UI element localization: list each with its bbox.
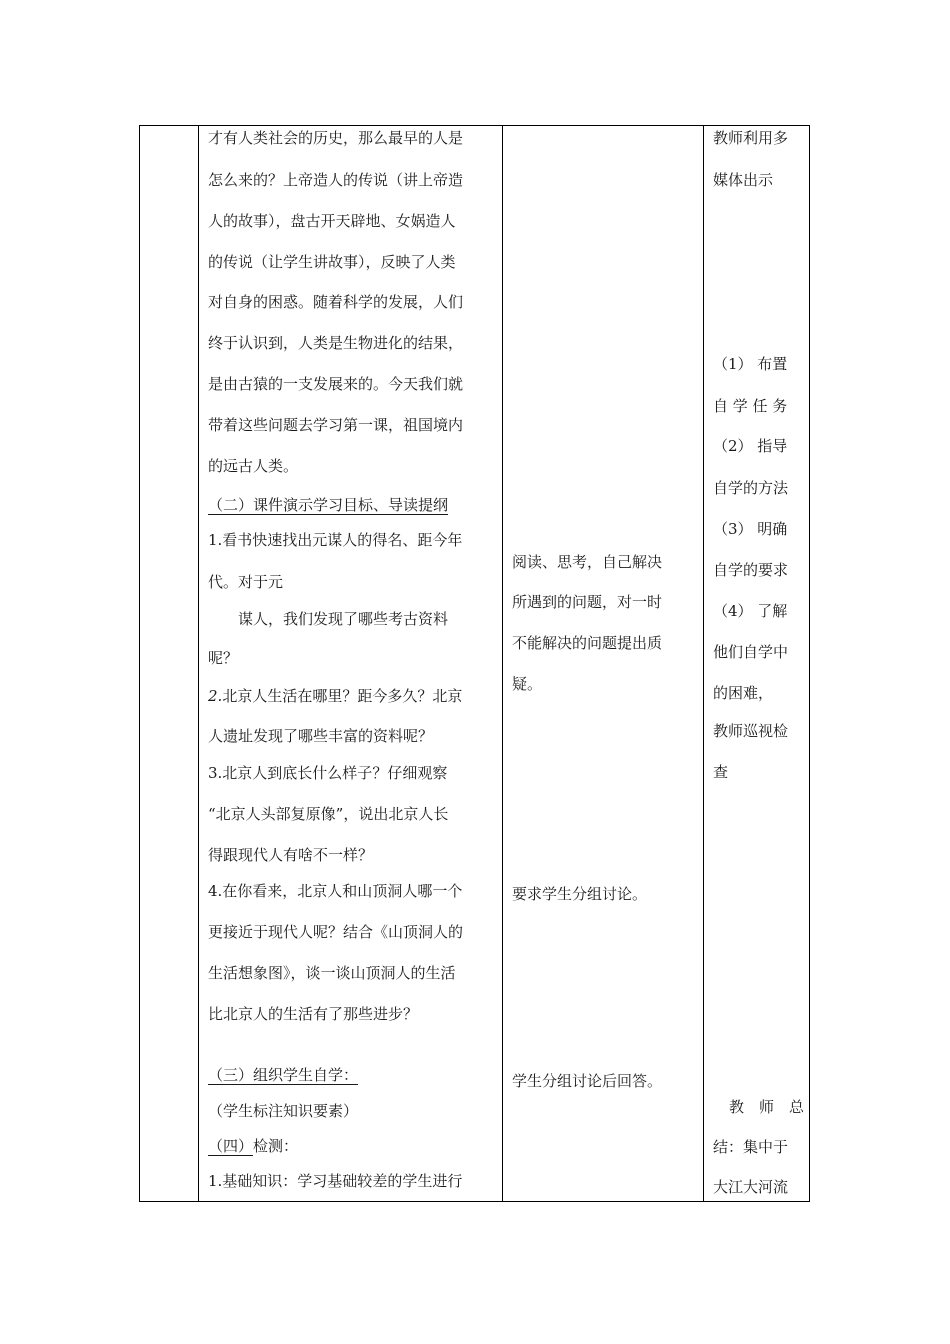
activity-line: 学生分组讨论后回答。 bbox=[512, 1072, 663, 1090]
note-line: 自 学 任 务 bbox=[713, 397, 788, 415]
content-line: 才有人类社会的历史，那么最早的人是 bbox=[208, 129, 464, 147]
question-item: 得跟现代人有啥不一样？ bbox=[208, 846, 374, 864]
note-line: （2） 指导 bbox=[713, 437, 788, 455]
note-line: （1） 布置 bbox=[713, 355, 788, 373]
question-item: 比北京人的生活有了那些进步？ bbox=[208, 1005, 419, 1023]
content-line: 1.基础知识：学习基础较差的学生进行 bbox=[208, 1172, 463, 1190]
column-1-cell bbox=[140, 126, 198, 1201]
content-line: 对自身的困惑。随着科学的发展，人们 bbox=[208, 293, 464, 311]
question-item: “北京人头部复原像”，说出北京人长 bbox=[208, 805, 449, 823]
note-line: 的困难， bbox=[713, 684, 774, 702]
activity-line: 不能解决的问题提出质 bbox=[512, 634, 663, 652]
note-line: 他们自学中 bbox=[713, 643, 789, 661]
note-line: 查 bbox=[713, 763, 729, 781]
section-text: 检测： bbox=[253, 1137, 299, 1155]
question-item: 4.在你看来，北京人和山顶洞人哪一个 bbox=[208, 882, 463, 900]
content-line: （学生标注知识要素） bbox=[208, 1102, 359, 1120]
content-line: 怎么来的？上帝造人的传说（讲上帝造 bbox=[208, 171, 464, 189]
content-line: 终于认识到，人类是生物进化的结果， bbox=[208, 334, 464, 352]
content-line: 人的故事），盘古开天辟地、女娲造人 bbox=[208, 212, 456, 230]
note-line: 自学的方法 bbox=[713, 479, 789, 497]
note-line: 大江大河流 bbox=[713, 1178, 789, 1196]
question-item: 3.北京人到底长什么样子？仔细观察 bbox=[208, 764, 448, 782]
content-line: 带着这些问题去学习第一课，祖国境内 bbox=[208, 416, 464, 434]
question-item: 人遗址发现了哪些丰富的资料呢？ bbox=[208, 727, 434, 745]
section-heading: （三）组织学生自学： bbox=[208, 1066, 359, 1084]
content-line: 的远古人类。 bbox=[208, 457, 299, 475]
question-item bbox=[208, 686, 462, 706]
activity-line: 所遇到的问题，对一时 bbox=[512, 593, 663, 611]
lesson-plan-table bbox=[139, 125, 810, 1202]
question-item: 更接近于现代人呢？结合《山顶洞人的 bbox=[208, 923, 464, 941]
note-line: 教师利用多 bbox=[713, 129, 789, 147]
note-line: （3） 明确 bbox=[713, 520, 788, 538]
question-number: 2. bbox=[208, 687, 223, 705]
question-item: 生活想象图》，谈一谈山顶洞人的生活 bbox=[208, 964, 456, 982]
note-line: 媒体出示 bbox=[713, 171, 774, 189]
note-line: （4） 了解 bbox=[713, 602, 788, 620]
column-3-cell bbox=[503, 126, 702, 1201]
note-line: 自学的要求 bbox=[713, 561, 789, 579]
column-4-cell bbox=[704, 126, 809, 1201]
activity-line: 要求学生分组讨论。 bbox=[512, 885, 648, 903]
section-heading: （二）课件演示学习目标、导读提纲 bbox=[208, 496, 449, 514]
activity-line: 疑。 bbox=[512, 675, 543, 693]
column-2-cell bbox=[199, 126, 501, 1201]
question-item: 代。对于元 bbox=[208, 573, 284, 591]
section-label: （四） bbox=[208, 1137, 254, 1155]
note-line: 结：集中于 bbox=[713, 1138, 789, 1156]
question-text: 北京人生活在哪里？距今多久？北京 bbox=[222, 687, 463, 705]
content-line: 的传说（让学生讲故事），反映了人类 bbox=[208, 253, 456, 271]
activity-line: 阅读、思考，自己解决 bbox=[512, 553, 663, 571]
question-item: 谋人，我们发现了哪些考古资料 bbox=[238, 610, 449, 628]
content-line: 是由古猿的一支发展来的。今天我们就 bbox=[208, 375, 464, 393]
question-item: 1.看书快速找出元谋人的得名、距今年 bbox=[208, 531, 463, 549]
note-line: 教 师 总 bbox=[729, 1098, 805, 1116]
section-heading bbox=[208, 1136, 298, 1156]
question-item: 呢？ bbox=[208, 649, 239, 667]
note-line: 教师巡视检 bbox=[713, 722, 789, 740]
